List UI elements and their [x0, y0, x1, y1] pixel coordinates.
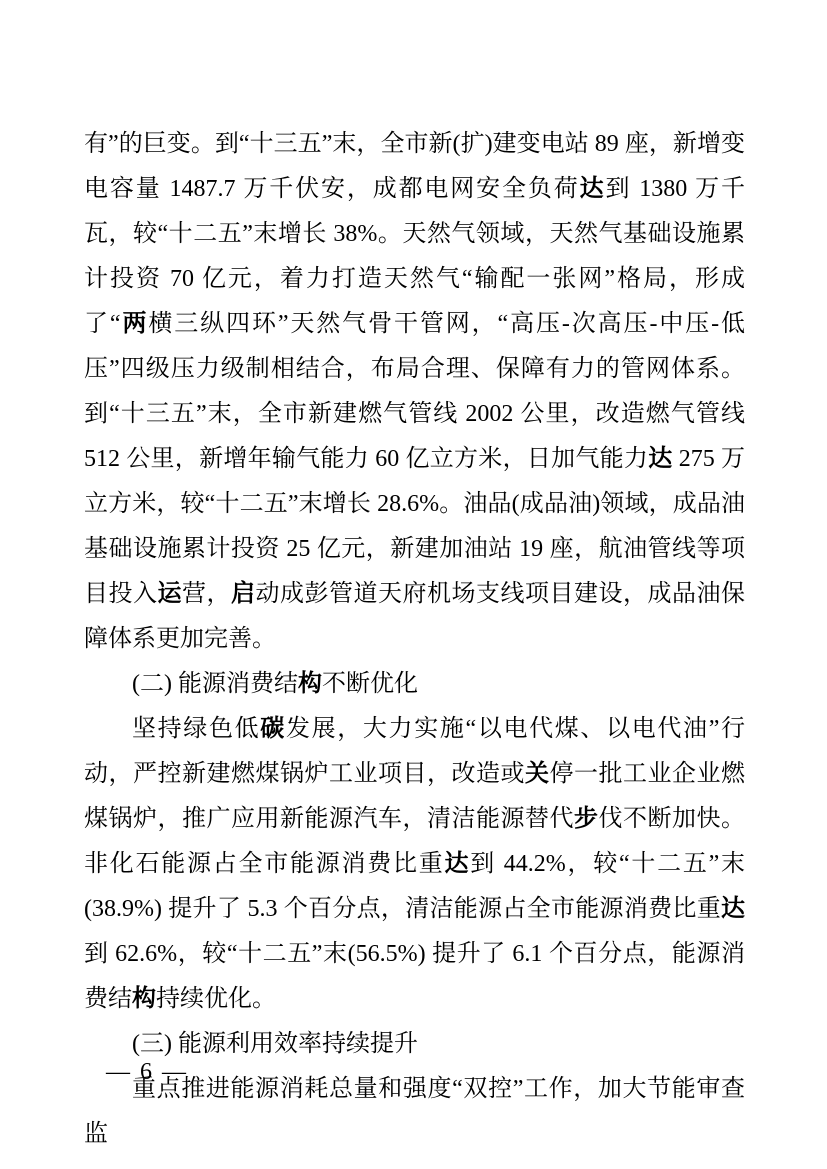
document-body [84, 122, 745, 1157]
text-run: (三) 能源利用效率持续提升 [132, 1031, 418, 1057]
text-run: 坚持绿色低 [132, 716, 261, 742]
text-run: 到 44.2%，较“十二五”末(38.9%) 提升了 5.3 个百分点，清洁能源占全市能源消费比重 [84, 851, 746, 922]
text-run: 横三纵四环”天然气骨干管网，“高压-次高压-中压-低压”四级压力级制相结合，布局合理、保障有力的管网体系。到“十三五”末，全市新建燃气管线 2002 公里，改造燃气管线 512 公里，新增年输气能力 60 亿立方米，日加气能力 [84, 311, 746, 472]
text-run: 伐不断加快。非化石能源占全市能源消费比重 [84, 806, 745, 877]
text-run: (二) 能源消费结 [132, 671, 298, 697]
text-run: 不断优化 [321, 671, 418, 697]
text-run: 到 62.6%，较“十二五”末(56.5%) 提升了 6.1 个百分点，能源消费结 [84, 941, 745, 1012]
bold-text-run: 构 [297, 671, 322, 697]
bold-text-run: 碳 [260, 716, 286, 742]
bold-text-run: 达 [444, 851, 471, 877]
text-run: 有”的巨变。到“十三五”末，全市新(扩)建变电站 89 座，新增变电容量 1487.7 万千伏安，成都电网安全负荷 [84, 131, 745, 202]
text-run: 发展，大力实施“以电代煤、以电代油”行动，严控新建燃煤锅炉工业项目，改造或 [84, 716, 746, 787]
text-run: 275 万立方米，较“十二五”末增长 28.6%。油品(成品油)领域，成品油基础设施累计投资 25 亿元，新建加油站 19 座，航油管线等项目投入 [84, 446, 746, 607]
paragraph [84, 122, 745, 662]
text-run: 动成彭管道天府机场支线项目建设，成品油保障体系更加完善。 [84, 581, 745, 652]
bold-text-run: 两 [120, 311, 149, 337]
text-run: 重点推进能源消耗总量和强度“双控”工作，加大节能审查监 [84, 1076, 745, 1147]
bold-text-run: 构 [132, 986, 156, 1012]
paragraph [84, 707, 745, 1022]
bold-text-run: 运 [157, 581, 182, 607]
bold-text-run: 达 [579, 176, 606, 202]
bold-text-run: 步 [574, 806, 599, 832]
text-run: 停一批工业企业燃煤锅炉，推广应用新能源汽车，清洁能源替代 [84, 761, 745, 832]
bold-text-run: 关 [525, 761, 550, 787]
bold-text-run: 达 [721, 896, 745, 922]
bold-text-run: 达 [648, 446, 673, 472]
bold-text-run: 启 [231, 581, 256, 607]
text-run: 到 1380 万千瓦，较“十二五”末增长 38%。天然气领域，天然气基础设施累计投资 70 亿元，着力打造天然气“输配一张网”格局，形成了“ [84, 176, 746, 337]
section-heading [84, 662, 745, 707]
page-number: — 6 — [106, 1059, 188, 1085]
text-run: 持续优化。 [156, 986, 276, 1012]
text-run: 营， [182, 581, 231, 607]
